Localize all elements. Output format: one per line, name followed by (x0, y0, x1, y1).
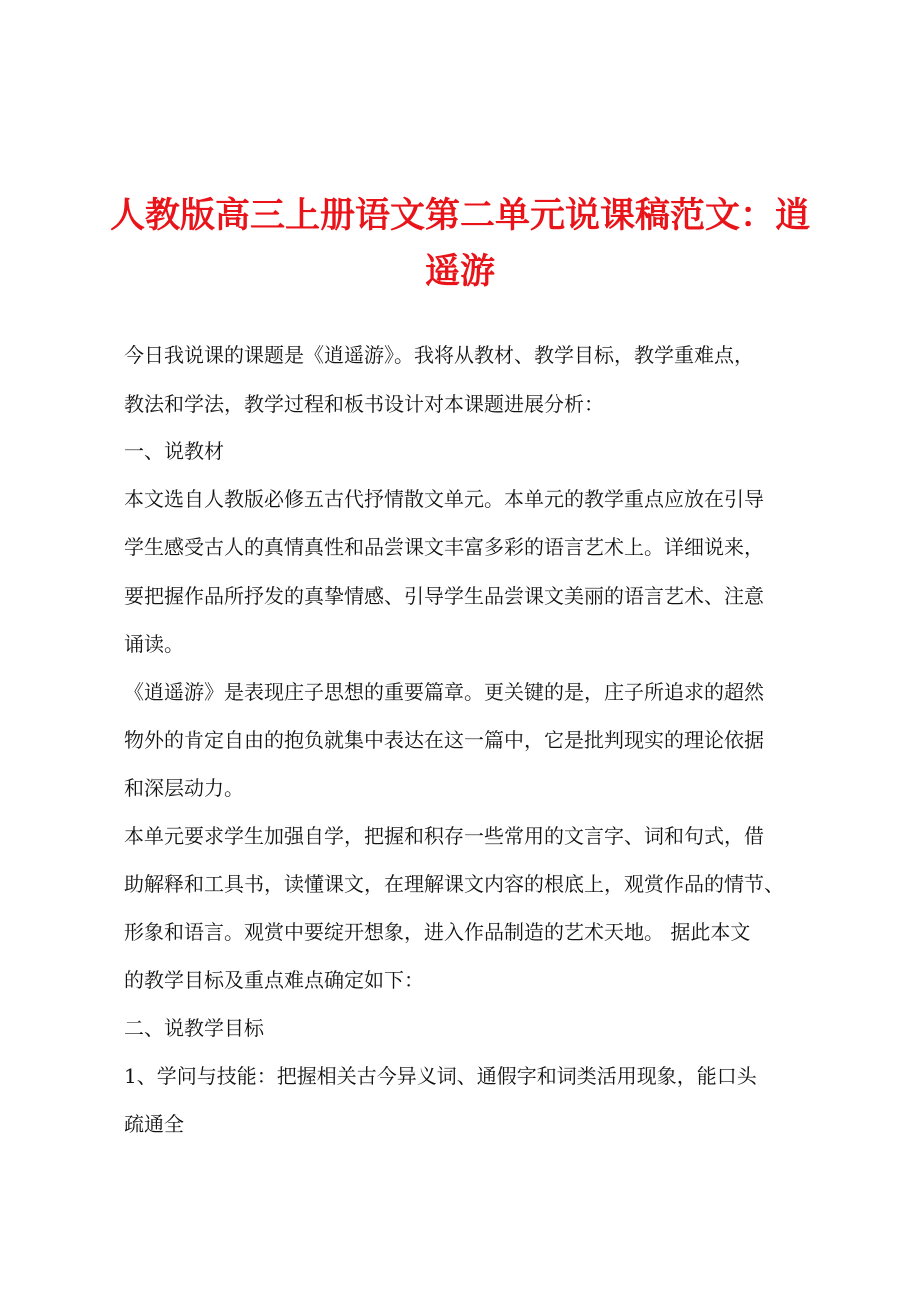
section-heading-1: 一、说教材 (124, 439, 224, 463)
body-line-4: 本文选自人教版必修五古代抒情散文单元。本单元的教学重点应放在引导 (124, 487, 764, 511)
body-line-13: 形象和语言。观赏中要绽开想象，进入作品制造的艺术天地。 据此本文 (124, 920, 751, 944)
body-line-5: 学生感受古人的真情真性和品尝课文丰富多彩的语言艺术上。详细说来， (124, 535, 764, 559)
body-line-8: 《逍遥游》是表现庄子思想的重要篇章。更关键的是，庄子所追求的超然 (124, 680, 764, 704)
body-line-12: 助解释和工具书，读懂课文，在理解课文内容的根底上，观赏作品的情节、 (124, 872, 784, 896)
document-title-line-1: 人教版高三上册语文第二单元说课稿范文：逍 (109, 195, 810, 236)
body-line-11: 本单元要求学生加强自学，把握和积存一些常用的文言字、词和句式，借 (124, 824, 764, 848)
body-line-6: 要把握作品所抒发的真挚情感、引导学生品尝课文美丽的语言艺术、注意 (124, 584, 764, 608)
body-line-7: 诵读。 (124, 632, 184, 656)
document-title-line-2: 遥游 (424, 251, 495, 292)
body-line-1: 今日我说课的课题是《逍遥游》。我将从教材、教学目标，教学重难点， (124, 343, 754, 367)
body-line-10: 和深层动力。 (124, 776, 244, 800)
body-line-9: 物外的肯定自由的抱负就集中表达在这一篇中，它是批判现实的理论依据 (124, 728, 764, 752)
body-line-14: 的教学目标及重点难点确定如下： (124, 968, 424, 992)
body-line-17: 疏通全 (124, 1112, 184, 1136)
body-line-16: 1、学问与技能：把握相关古今异义词、通假字和词类活用现象，能口头 (124, 1064, 757, 1088)
body-line-2: 教法和学法，教学过程和板书设计对本课题进展分析： (124, 392, 604, 416)
section-heading-2: 二、说教学目标 (124, 1016, 264, 1040)
